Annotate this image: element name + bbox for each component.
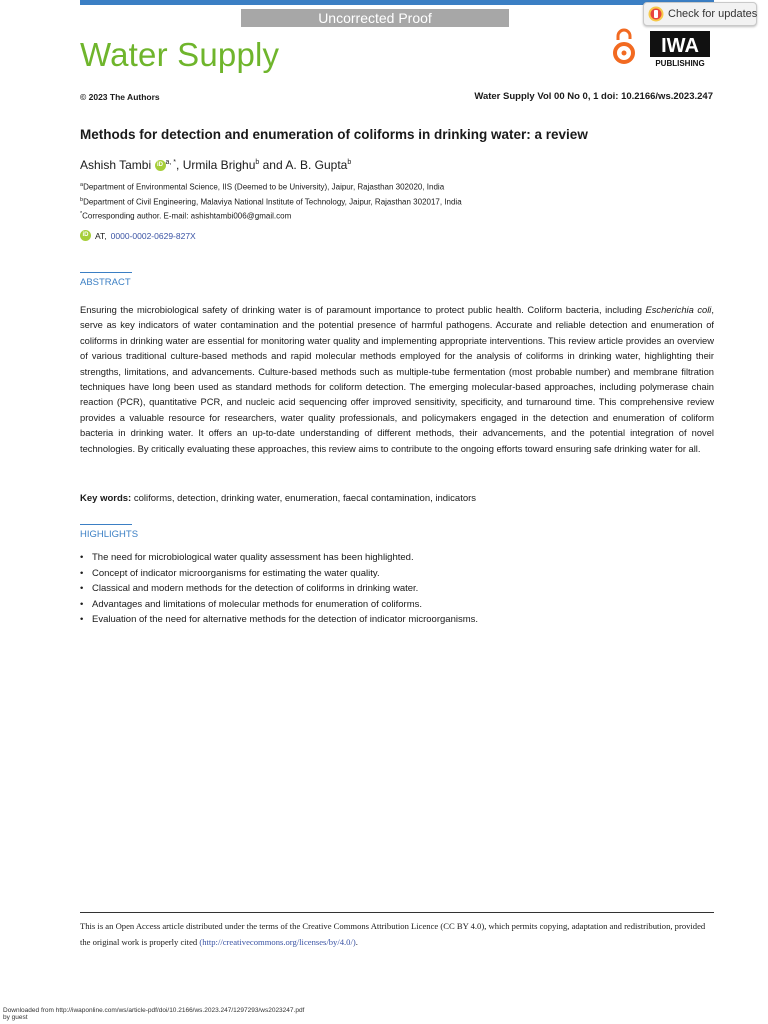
- orcid-initials: AT,: [95, 230, 107, 241]
- list-item: • Advantages and limitations of molecular methods for enumeration of coliforms.: [80, 597, 478, 613]
- affiliation-item: $^b$Department of Civil Engineering, Malaviya National Institute of Technology, Jaipur, Rajasthan 302017, India: [80, 196, 462, 207]
- highlights-heading: HIGHLIGHTS: [80, 529, 139, 540]
- license-link[interactable]: (http://creativecommons.org/licenses/by/4.0/): [199, 937, 356, 947]
- crossmark-icon: [648, 6, 664, 22]
- footer-rule: [80, 912, 714, 913]
- list-item: • Concept of indicator microorganisms for estimating the water quality.: [80, 566, 478, 582]
- abstract-rule: [80, 272, 132, 273]
- author-list: [80, 158, 351, 172]
- bullet-icon: •: [80, 552, 84, 563]
- citation-line: Water Supply Vol 00 No 0, 1 doi: 10.2166/ws.2023.247: [474, 91, 713, 102]
- list-item: • Evaluation of the need for alternative methods for the detection of indicator microorganisms.: [80, 612, 478, 628]
- highlights-list: [80, 550, 478, 628]
- bullet-icon: •: [80, 614, 84, 626]
- affiliation-item: *Corresponding author. E-mail: ashishtambi006@gmail.com: [80, 211, 292, 221]
- orcid-line: [80, 230, 196, 241]
- check-for-updates-label: Check for updates: [668, 8, 758, 20]
- uncorrected-proof-banner: Uncorrected Proof: [241, 9, 509, 27]
- species-name: Escherichia coli: [645, 305, 712, 315]
- journal-name: Water Supply: [80, 36, 280, 73]
- list-item: • The need for microbiological water quality assessment has been highlighted.: [80, 550, 478, 566]
- svg-text:IWA: IWA: [661, 35, 699, 57]
- affiliation-item: $^a$Department of Environmental Science, IIS (Deemed to be University), Jaipur, Rajasthan 302020, India: [80, 182, 445, 192]
- license-footer: This is an Open Access article distributed under the terms of the Creative Commons Attribution Licence (CC BY 4.0), which permits copying, adaptation and redistribution, provided the original work is properly cited (http://creativecommons.org/licenses/by/4.0/).: [80, 921, 706, 947]
- open-access-icon: [615, 30, 633, 62]
- article-title: Methods for detection and enumeration of coliforms in drinking water: a review: [80, 127, 588, 142]
- author-name: A. B. Gupta: [285, 158, 348, 172]
- keywords-text: coliforms, detection, drinking water, enumeration, faecal contamination, indicators: [131, 493, 477, 504]
- iwa-logo: [650, 31, 710, 68]
- author-separator: and: [259, 158, 286, 172]
- author-superscript: b: [255, 159, 260, 166]
- bullet-icon: •: [80, 567, 84, 579]
- copyright-notice: © 2023 The Authors: [80, 92, 160, 102]
- orcid-icon[interactable]: iD: [80, 230, 91, 241]
- list-item: • Classical and modern methods for the detection of coliforms in drinking water.: [80, 581, 478, 597]
- publisher-logos: [612, 26, 712, 77]
- author-name: Ashish Tambi: [80, 158, 152, 172]
- author-name: Urmila Brighu: [182, 158, 256, 172]
- affiliations: [80, 179, 462, 223]
- keywords-line: [80, 493, 476, 504]
- highlights-rule: [80, 524, 132, 525]
- abstract-text: Ensuring the microbiological safety of drinking water is of paramount importance to protect public health. Coliform bacteria, including Escherichia coli, serve as key indicators of water contamination and the potential presence of harmful pathogens. Accurate and reliable detection and enumeration of coliforms in drinking water are essential for monitoring water quality and implementing appropriate interventions. This review article provides an overview of various traditional culture-based methods and rapid molecular methods employed for the analysis of coliforms in drinking water, highlighting their strengths, limitations, and advancements. Culture-based methods such as multiple-tube fermentation (most probable number) and membrane filtration techniques have long been used as standard methods for coliform detection. The emerging molecular-based approaches, including polymerase chain reaction (PCR), quantitative PCR, and nucleic acid sequencing offer improved sensitivity, specificity, and turnaround time. This comprehensive review provides a valuable resource for researchers, water quality professionals, and policymakers engaged in the detection and enumeration of coliform bacteria in drinking water. It offers an up-to-date understanding of different methods, their advancements, and the potential integration of novel technologies. By critically evaluating these approaches, this review aims to contribute to the ongoing efforts toward ensuring safe drinking water for all.: [80, 305, 714, 454]
- svg-text:PUBLISHING: PUBLISHING: [655, 59, 705, 68]
- abstract-heading: ABSTRACT: [80, 277, 131, 288]
- author-superscript: b: [347, 159, 352, 166]
- orcid-icon[interactable]: iD: [155, 160, 166, 171]
- download-stamp: Downloaded from http://iwaponline.com/ws/article-pdf/doi/10.2166/ws.2023.247/1297293/ws2023247.pdf by guest: [3, 1007, 305, 1021]
- author-superscript: a, *: [165, 159, 177, 166]
- top-accent-bar: [80, 0, 714, 5]
- author-separator: ,: [176, 158, 183, 172]
- check-for-updates-button[interactable]: [643, 2, 757, 26]
- bullet-icon: •: [80, 583, 84, 595]
- orcid-link[interactable]: 0000-0002-0629-827X: [110, 230, 196, 241]
- keywords-label: Key words:: [80, 493, 132, 504]
- bullet-icon: •: [80, 598, 84, 610]
